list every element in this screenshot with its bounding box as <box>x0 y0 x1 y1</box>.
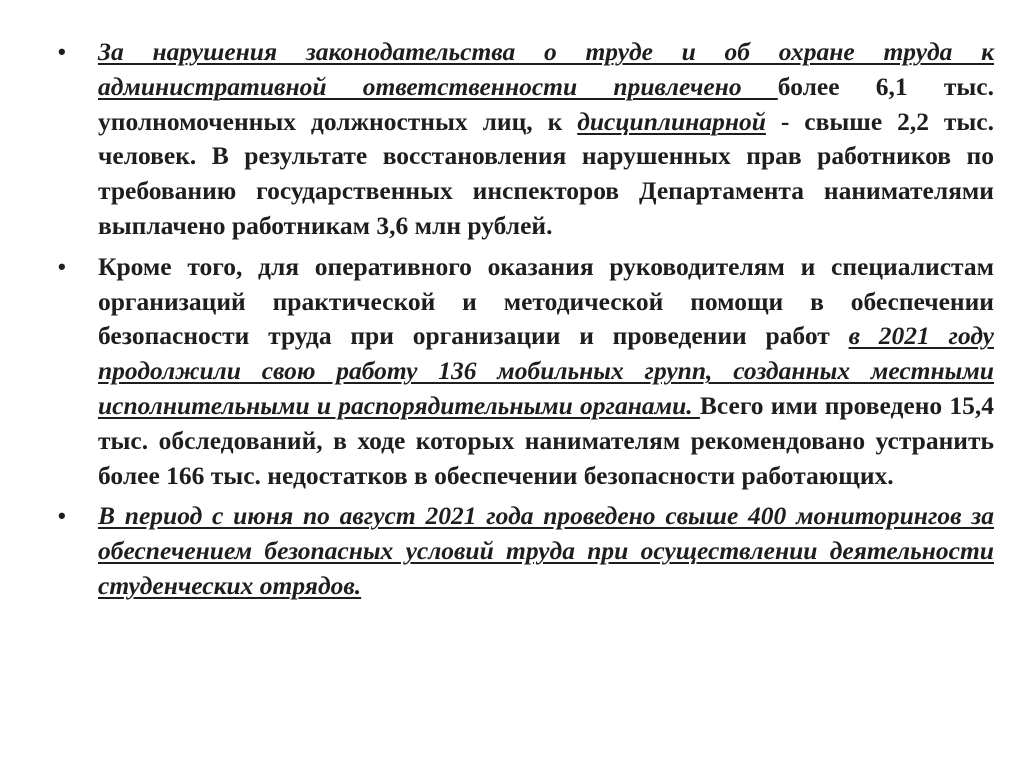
bullet-text-segment: В период с июня по август 2021 года проведено свыше 400 мониторингов за обеспечением безопасных условий труда при осуществлении деятельности студенческих отрядов. <box>98 501 994 600</box>
bullet-item-mobile-groups <box>58 250 994 494</box>
bullet-item-violations <box>58 35 994 244</box>
bullet-item-monitoring <box>58 499 994 603</box>
bullet-dot-icon: • <box>58 39 66 64</box>
bullet-list <box>58 35 994 610</box>
bullet-text-segment: в 2021 году продолжили свою работу 136 мобильных групп, созданных местными исполнительными и распорядительными органами. <box>98 321 994 420</box>
bullet-dot-icon: • <box>58 253 66 279</box>
bullet-dot-icon: • <box>58 503 66 529</box>
bullet-text-segment: - свыше 2,2 тыс. человек. В результате восстановления нарушенных прав работников по требованию государственных инспекторов Департамента нанимателями выплачено работникам 3,6 млн рублей. <box>98 106 994 240</box>
bullet-text-segment: Всего ими проведено 15,4 тыс. обследований, в ходе которых нанимателям рекомендовано устранить более 166 тыс. недостатков в обеспечении безопасности работающих. <box>98 390 994 490</box>
bullet-text-segment: более 6,1 тыс. уполномоченных должностных лиц, к <box>98 71 994 136</box>
bullet-text-segment: Кроме того, для оперативного оказания руководителям и специалистам организаций практической и методической помощи в обеспечении безопасности труда при организации и проведении работ <box>98 251 994 351</box>
bullet-text-segment: дисциплинарной <box>577 106 766 136</box>
bullet-text-segment: За нарушения законодательства о труде и об охране труда к административной ответственности привлечено <box>98 37 994 101</box>
